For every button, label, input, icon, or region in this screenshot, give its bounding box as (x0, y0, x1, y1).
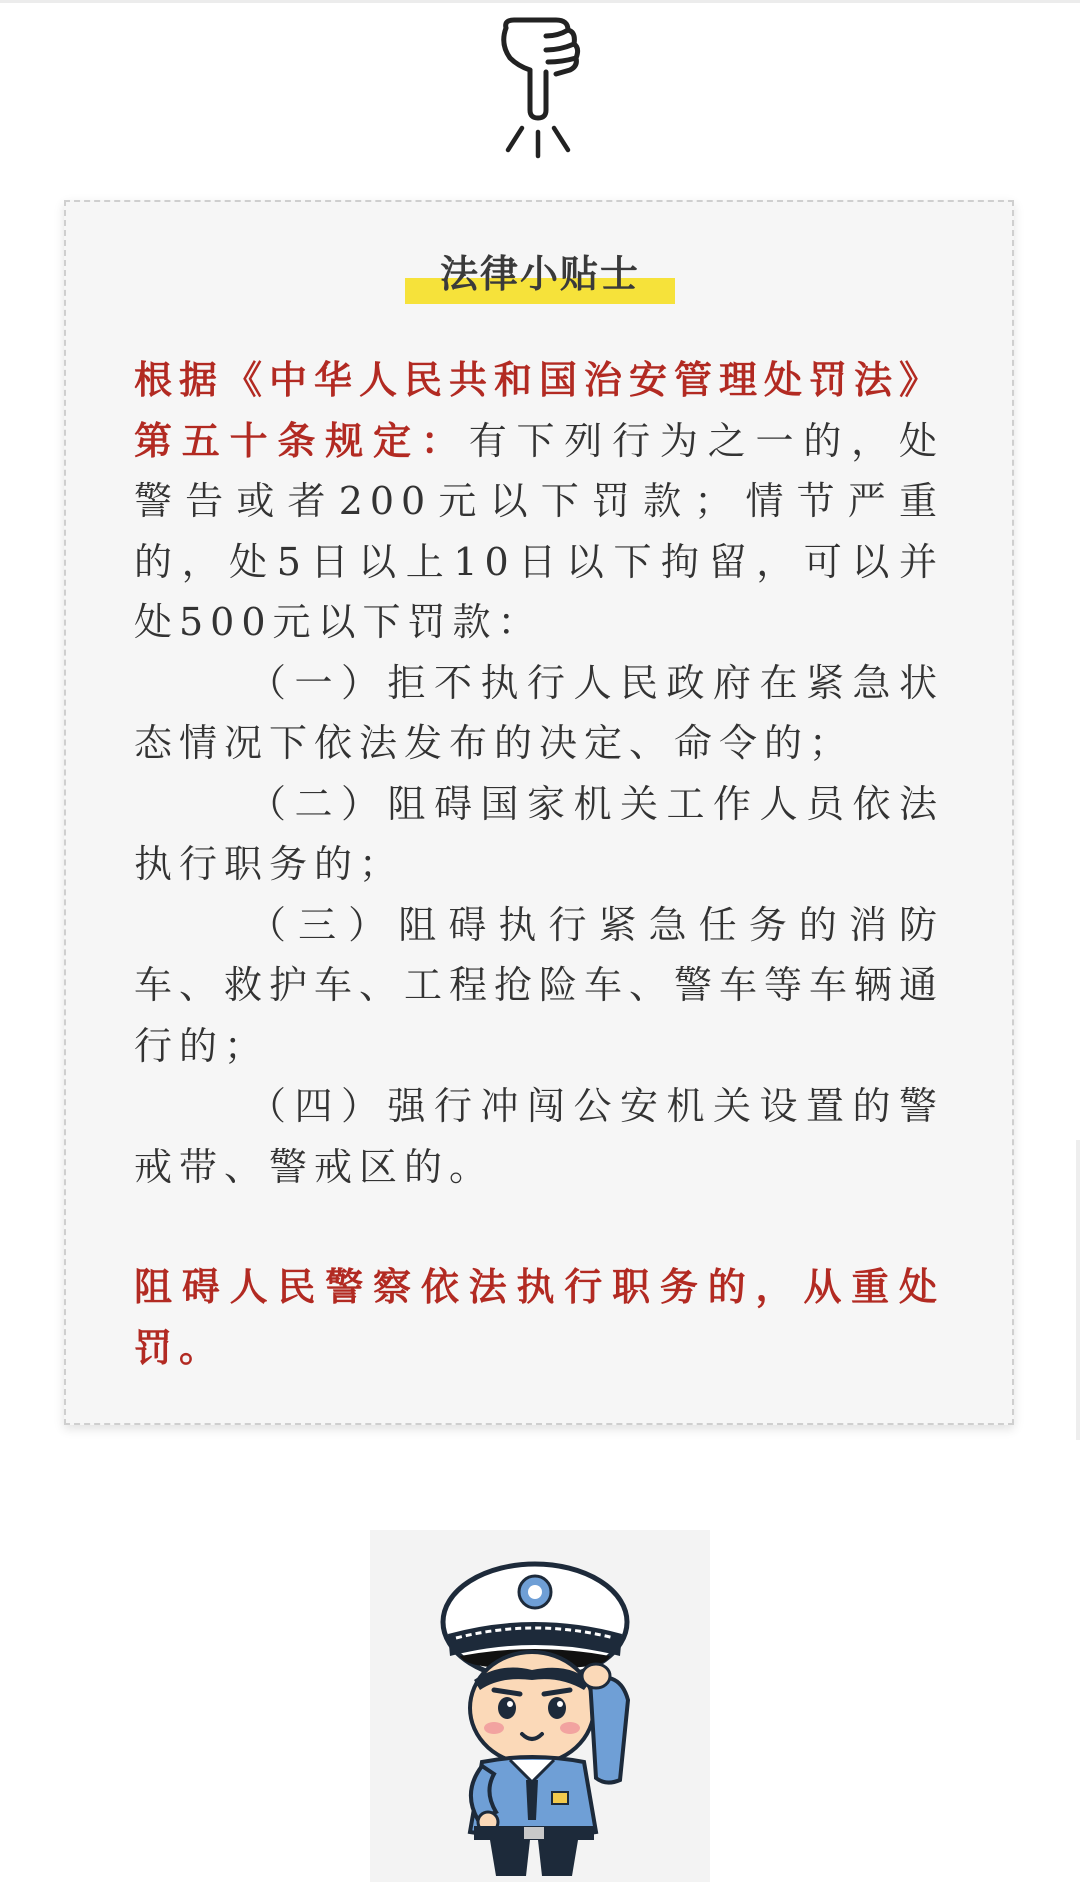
list-item: （四）强行冲闯公安机关设置的警戒带、警戒区的。 (134, 1084, 944, 1189)
law-heading: 根据《中华人民共和国治安管理处罚法》第五十条规定： (134, 358, 945, 463)
list-item: （三）阻碍执行紧急任务的消防车、救护车、工程抢险车、警车等车辆通行的； (134, 902, 945, 1068)
pointing-hand-icon (496, 14, 584, 164)
top-divider (0, 0, 1080, 3)
law-paragraph (134, 350, 944, 653)
scroll-edge (1076, 1140, 1080, 1440)
police-officer-salute-icon (370, 1530, 710, 1882)
tip-title: 法律小贴士 (405, 248, 675, 306)
law-intro: 有下列行为之一的，处警告或者200元以下罚款；情节严重的，处5日以上10日以下拘留，可以并处500元以下罚款： (134, 418, 944, 644)
list-item: （一）拒不执行人民政府在紧急状态情况下依法发布的决定、命令的； (134, 660, 944, 765)
closing-statement: 阻碍人民警察依法执行职务的，从重处罚。 (134, 1265, 944, 1370)
police-illustration-frame (370, 1530, 710, 1882)
list-item: （二）阻碍国家机关工作人员依法执行职务的； (134, 781, 944, 886)
tip-body (134, 350, 944, 1378)
